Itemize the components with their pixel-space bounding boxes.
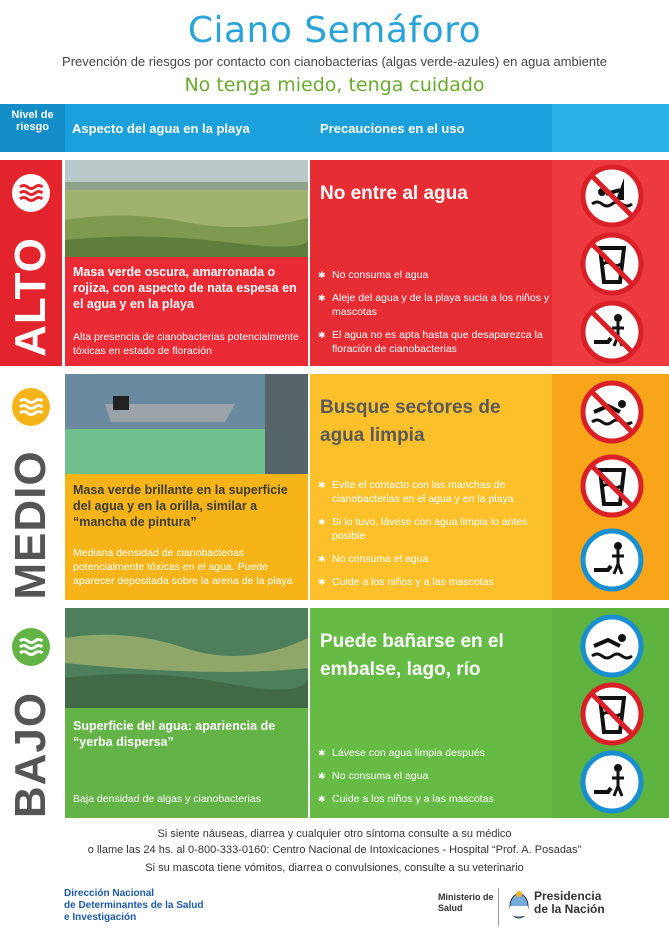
precaution-column-bajo	[310, 608, 552, 818]
level-label-medio: MEDIO	[6, 450, 55, 600]
precaution-title-alto: No entre al agua	[320, 183, 468, 204]
column-header-aspect: Aspecto del agua en la playa	[72, 121, 250, 136]
aspect-detail-medio: Mediana densidad de cianobacterias potencialmente tóxicas en el agua. Puede aparecer depositada sobre la arena de la playa	[73, 547, 293, 587]
precaution-list-bajo	[318, 746, 550, 815]
precaution-item: ✱ El agua no es apta hasta que desaparezca la floración de cianobacterias	[318, 328, 550, 356]
precaution-item: ✱ Si lo tuvo, lávese con agua limpia lo antes posible	[318, 515, 550, 543]
aspect-detail-bajo: Baja densidad de algas y cianobacterias	[73, 793, 261, 805]
precaution-item: ✱ Aleje del agua y de la playa sucia a los niños y mascotas	[318, 291, 550, 319]
tagline: No tenga miedo, tenga cuidado	[184, 74, 485, 96]
swim-allowed-icon	[580, 614, 644, 678]
no-drink-icon	[580, 682, 644, 746]
presidency-logo	[534, 890, 605, 916]
column-header-level: Nivel de riesgo	[0, 104, 65, 152]
no-swim-icon	[580, 380, 644, 444]
precaution-item: ✱ Cuide a los niños y a las mascotas	[318, 575, 550, 589]
column-header-icons	[552, 104, 669, 152]
icon-column-alto	[552, 160, 669, 366]
ministry-name-line: Salud	[438, 903, 463, 913]
aspect-column-medio	[65, 374, 308, 600]
precaution-column-medio	[310, 374, 552, 600]
aspect-description-alto: Masa verde oscura, amarronada o rojiza, con aspecto de nata espesa en el agua y en la playa	[73, 265, 297, 311]
column-header-row	[0, 104, 669, 152]
aspect-column-bajo	[65, 608, 308, 818]
level-label-bajo: BAJO	[6, 691, 55, 819]
water-wave-icon	[12, 628, 50, 666]
no-drink-icon	[580, 454, 644, 518]
boat-photo-medio	[65, 374, 308, 474]
precaution-item: ✱ Evite el contacto con las manchas de cianobacterias en el agua y en la playa	[318, 478, 550, 506]
lake-photo-alto	[65, 160, 308, 257]
presidency-name-line: Presidencia	[534, 889, 602, 903]
column-header-precautions: Precauciones en el uso	[320, 121, 465, 136]
icon-column-medio	[552, 374, 669, 600]
precaution-item: ✱ No consuma el agua	[318, 769, 550, 783]
precaution-item: ✱ Lávese con agua limpia después	[318, 746, 550, 760]
level-column-bajo	[0, 608, 62, 818]
watch-kids-pets-icon	[580, 528, 644, 592]
aspect-column-alto	[65, 160, 308, 366]
precaution-column-alto	[310, 160, 552, 366]
level-column-alto	[0, 160, 62, 366]
precaution-item: ✱ Cuide a los niños y a las mascotas	[318, 792, 550, 806]
footer-symptoms-line: Si siente náuseas, diarrea y cualquier otro síntoma consulte a su médico	[157, 828, 512, 840]
no-swim-windsurf-icon	[580, 164, 644, 228]
icon-column-bajo	[552, 608, 669, 818]
no-drink-icon	[580, 232, 644, 296]
precaution-list-medio	[318, 478, 550, 598]
precaution-item: ✱ No consuma el agua	[318, 552, 550, 566]
org-name-line: e Investigación	[64, 912, 137, 923]
water-wave-icon	[12, 174, 50, 212]
precaution-title-medio: Busque sectores de agua limpia	[320, 397, 501, 446]
national-coat-of-arms-icon	[508, 890, 530, 920]
page-title: Ciano Semáforo	[187, 10, 482, 51]
aspect-description-medio: Masa verde brillante en la superficie del agua y en la orilla, similar a “mancha de pintura”	[73, 483, 288, 529]
divider	[498, 888, 499, 926]
ministry-name-line: Ministerio de	[438, 892, 494, 902]
org-logo-dndsi	[64, 888, 204, 924]
water-wave-icon	[12, 388, 50, 426]
footer-pet-line: Si su mascota tiene vómitos, diarrea o convulsiones, consulte a su veterinario	[145, 862, 524, 874]
algae-photo-bajo	[65, 608, 308, 708]
presidency-name-line: de la Nación	[534, 902, 605, 916]
footer-hotline-line: o llame las 24 hs. al 0-800-333-0160: Centro Nacional de Intoxicaciones - Hospital “Prof. A. Posadas”	[87, 844, 582, 856]
level-column-medio	[0, 374, 62, 600]
government-logos	[438, 888, 638, 928]
risk-band-bajo	[0, 608, 669, 818]
ministry-logo	[438, 892, 494, 914]
precaution-title-bajo: Puede bañarse en el embalse, lago, río	[320, 631, 504, 680]
risk-band-medio	[0, 374, 669, 600]
org-name-line: de Determinantes de la Salud	[64, 900, 204, 911]
page-subtitle: Prevención de riesgos por contacto con cianobacterias (algas verde-azules) en agua ambiente	[62, 54, 607, 69]
risk-band-alto	[0, 160, 669, 366]
org-name-line: Dirección Nacional	[64, 888, 155, 899]
aspect-detail-alto: Alta presencia de cianobacterias potencialmente tóxicas en estado de floración	[73, 331, 299, 357]
precaution-item: ✱ No consuma el agua	[318, 268, 550, 282]
no-kids-pets-icon	[580, 300, 644, 364]
aspect-description-bajo: Superficie del agua: apariencia de “yerba dispersa”	[73, 719, 276, 749]
level-label-alto: ALTO	[6, 237, 55, 357]
precaution-list-alto	[318, 268, 550, 365]
watch-kids-pets-icon	[580, 750, 644, 814]
